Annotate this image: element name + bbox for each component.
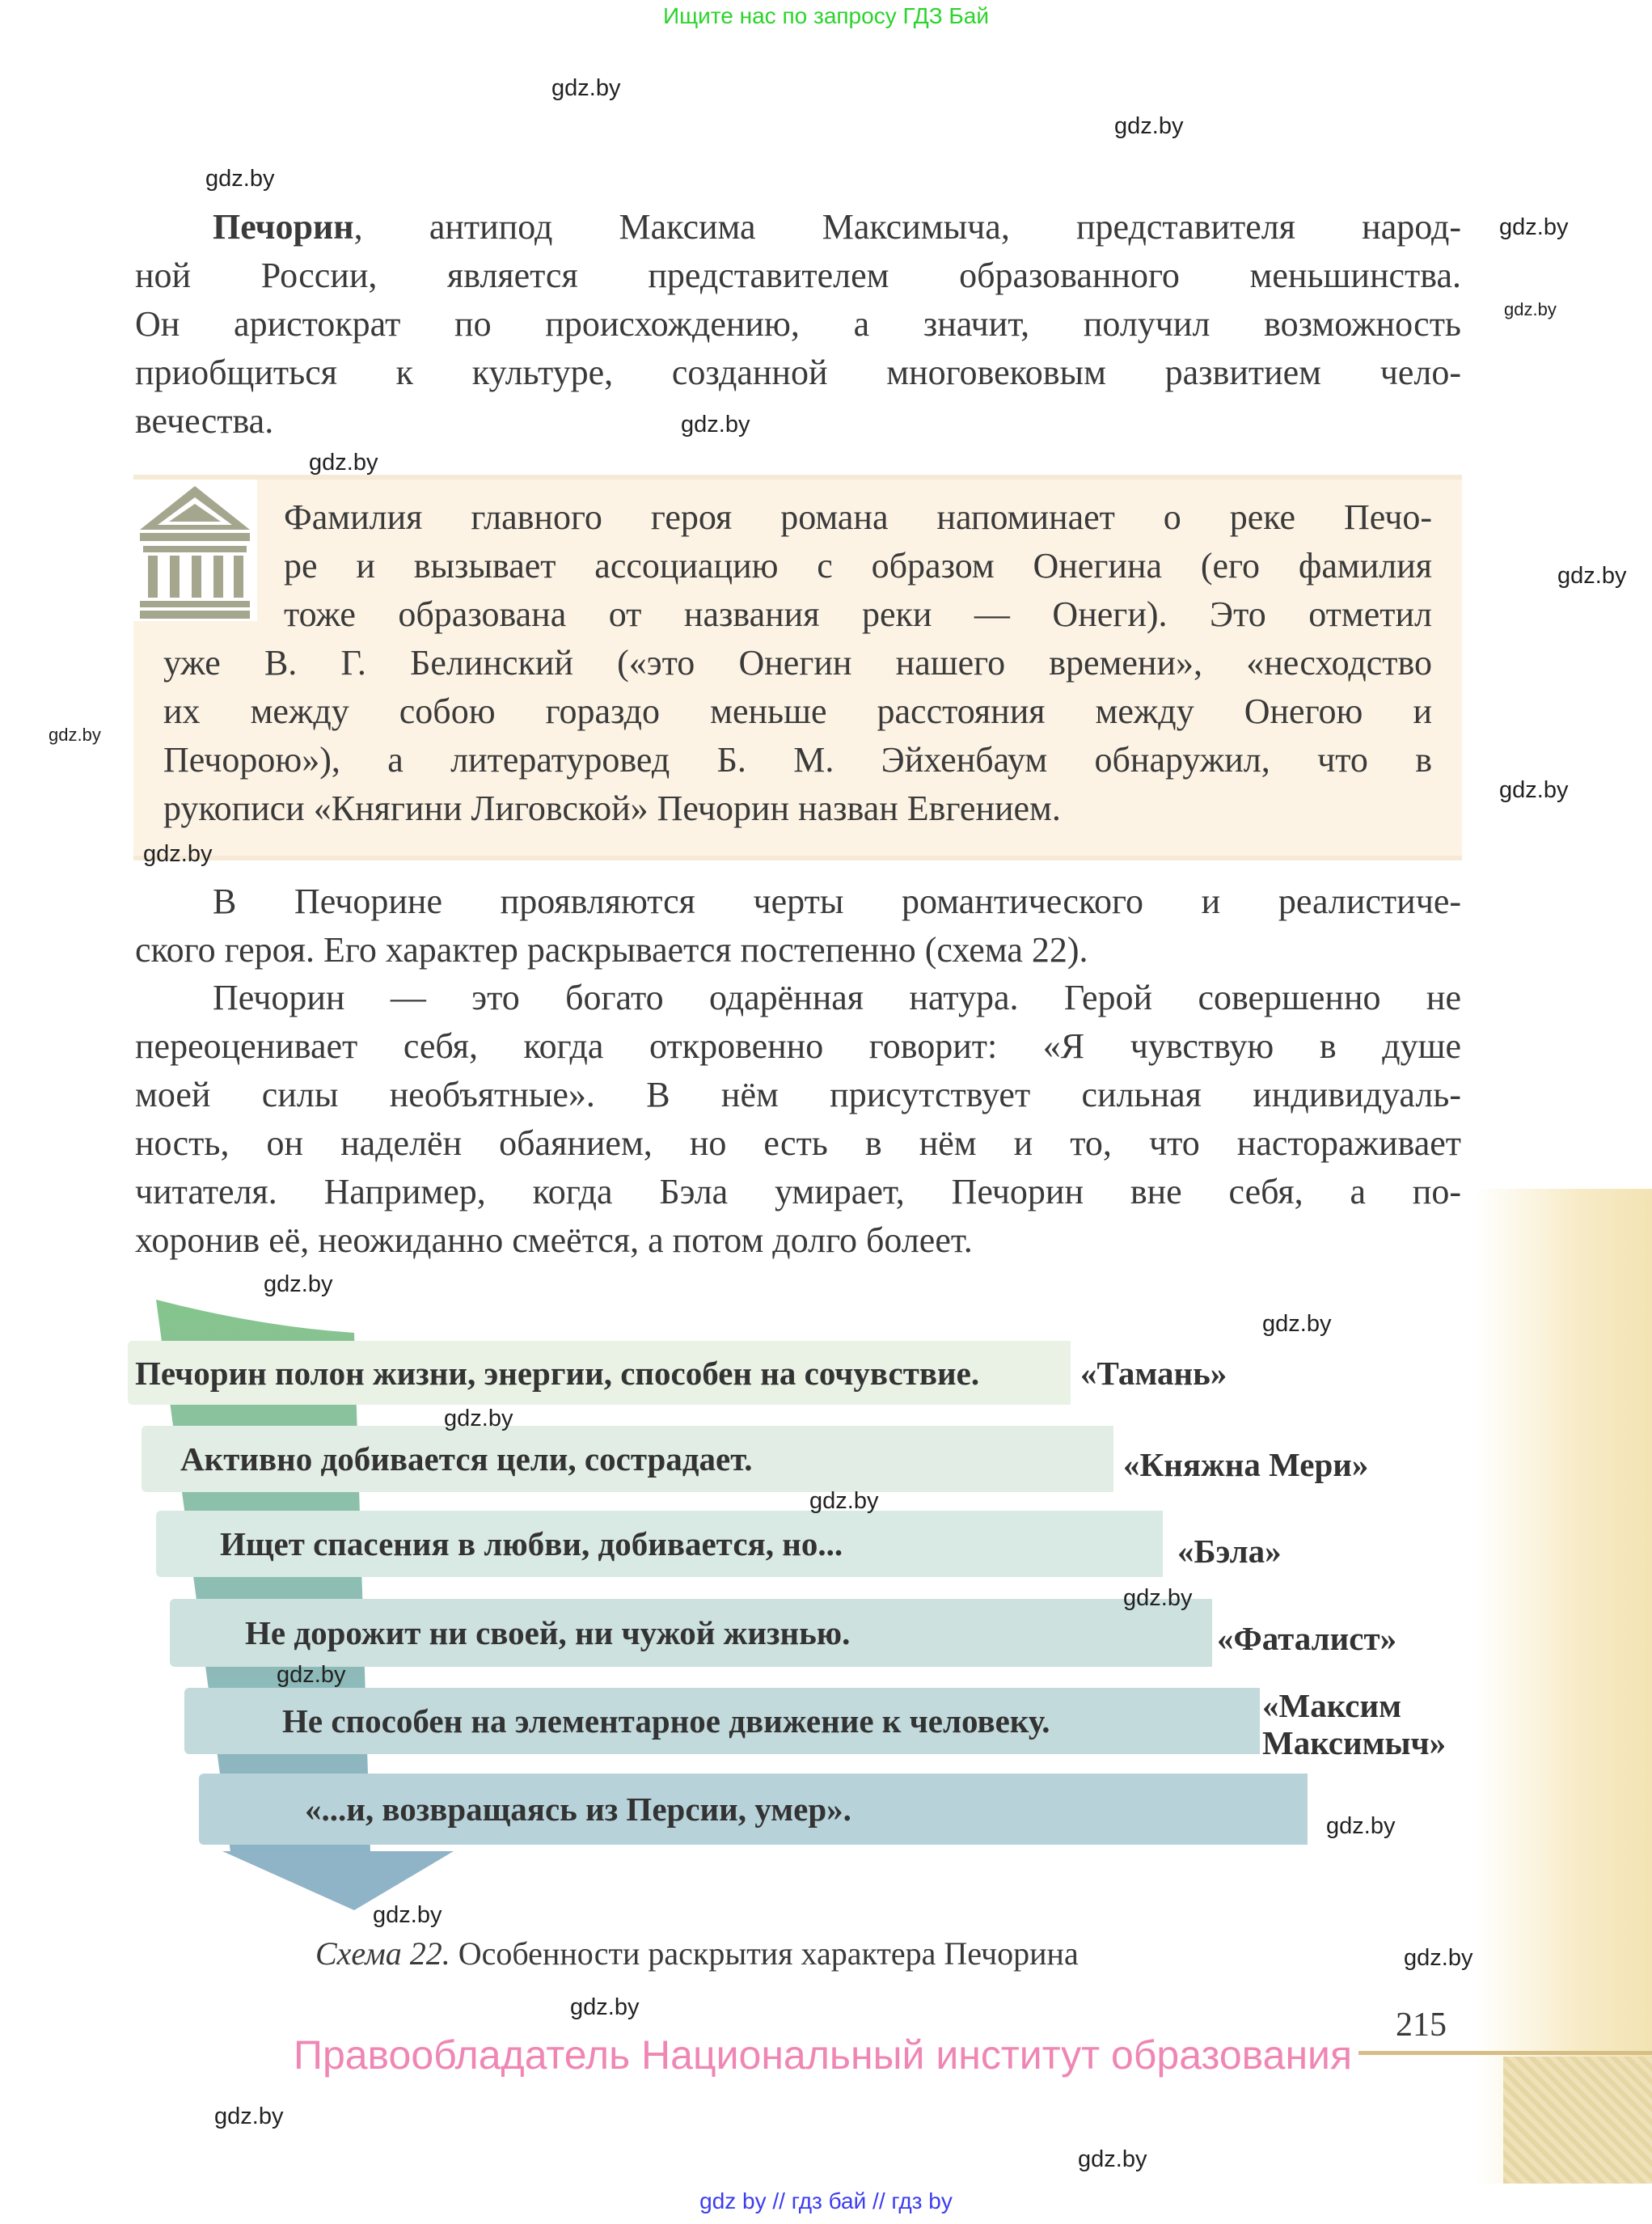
caption-number: Схема 22. <box>315 1935 450 1972</box>
scheme-label-bela: «Бэла» <box>1177 1533 1282 1570</box>
watermark: gdz.by <box>1404 1945 1473 1971</box>
scheme-label-fatalist: «Фаталист» <box>1217 1620 1397 1657</box>
watermark: gdz.by <box>1326 1813 1396 1839</box>
label-line: «Максим <box>1262 1687 1402 1724</box>
watermark: gdz.by <box>277 1662 346 1688</box>
paragraph-line: читателя. Например, когда Бэла умирает, Печорин вне себя, а по- <box>135 1172 1461 1211</box>
page-number: 215 <box>1396 2006 1447 2044</box>
paragraph-line: моей силы необъятные». В нём присутствует сильная индивидуаль- <box>135 1075 1461 1114</box>
scheme-label-taman: «Тамань» <box>1080 1355 1227 1392</box>
scheme-row-text: Не способен на элементарное движение к человеку. <box>282 1702 1050 1740</box>
footer-links[interactable]: gdz by // гдз бай // гдз by <box>699 2188 953 2213</box>
scheme-label-maksim-maksimych <box>1262 1687 1446 1761</box>
watermark: gdz.by <box>1499 214 1569 240</box>
watermark: gdz.by <box>1114 113 1184 139</box>
watermark: gdz.by <box>1499 777 1569 803</box>
info-line: Фамилия главного героя романа напоминает о реке Печо- <box>284 497 1432 537</box>
scheme-row-text: Ищет спасения в любви, добивается, но... <box>220 1525 843 1562</box>
watermark: gdz.by <box>1078 2146 1147 2172</box>
paragraph-line: приобщиться к культуре, созданной многовековым развитием чело- <box>135 353 1461 392</box>
watermark: gdz.by <box>214 2103 284 2129</box>
info-line: рукописи «Княгини Лиговской» Печорин назван Евгением. <box>163 789 1061 828</box>
scheme-caption <box>315 1934 1079 1972</box>
paragraph-line: В Печорине проявляются черты романтического и реалистиче- <box>213 882 1461 921</box>
info-line: уже В. Г. Белинский («это Онегин нашего времени», «несходство <box>163 643 1432 683</box>
info-line: их между собою гораздо меньше расстояния между Онегою и <box>163 691 1432 731</box>
watermark: gdz.by <box>205 166 275 192</box>
scheme-label-knyazhna-meri: «Княжна Мери» <box>1123 1446 1369 1483</box>
scheme-row-4 <box>170 1599 1212 1667</box>
watermark: gdz.by <box>49 725 101 745</box>
scheme-row-text: Не дорожит ни своей, ни чужой жизнью. <box>245 1614 851 1651</box>
scheme-row-6 <box>199 1774 1308 1845</box>
paragraph-line: Он аристократ по происхождению, а значит, получил возможность <box>135 304 1461 344</box>
watermark: gdz.by <box>309 450 378 476</box>
paragraph-line: вечества. <box>135 401 274 441</box>
label-line: Максимыч» <box>1262 1724 1447 1761</box>
paragraph-line: хоронив её, неожиданно смеётся, а потом долго болеет. <box>135 1220 973 1260</box>
info-line: ре и вызывает ассоциацию с образом Онегина (его фамилия <box>284 546 1432 586</box>
copyright-notice: Правообладатель Национальный институт образования <box>294 2032 1353 2078</box>
scheme-row-2 <box>142 1426 1113 1492</box>
scheme-row-text: Активно добивается цели, сострадает. <box>180 1440 753 1478</box>
scheme-row-text: Печорин полон жизни, энергии, способен на сочувствие. <box>135 1354 980 1392</box>
watermark: gdz.by <box>809 1488 879 1514</box>
watermark: gdz.by <box>570 1994 640 2020</box>
watermark: gdz.by <box>444 1406 513 1431</box>
paragraph-line: ность, он наделён обаянием, но есть в нём и то, что настораживает <box>135 1123 1461 1163</box>
top-banner[interactable]: Ищите нас по запросу ГДЗ Бай <box>662 3 990 28</box>
paragraph-line: Печорин — это богато одарённая натура. Герой совершенно не <box>213 978 1461 1017</box>
watermark: gdz.by <box>264 1271 333 1297</box>
watermark: gdz.by <box>1123 1585 1193 1611</box>
paragraph-line: ского героя. Его характер раскрывается постепенно (схема 22). <box>135 930 1088 970</box>
watermark: gdz.by <box>551 75 621 101</box>
bold-term: Печорин <box>213 207 354 247</box>
paragraph-line: ной России, является представителем образованного меньшинства. <box>135 256 1461 295</box>
watermark: gdz.by <box>1557 563 1627 589</box>
scheme-row-5 <box>184 1688 1260 1754</box>
watermark: gdz.by <box>373 1902 442 1928</box>
watermark: gdz.by <box>1504 299 1557 319</box>
caption-text: Особенности раскрытия характера Печорина <box>450 1935 1079 1972</box>
watermark: gdz.by <box>681 412 750 438</box>
info-line: тоже образована от названия реки — Онеги). Это отметил <box>284 594 1432 634</box>
scheme-row-text: «...и, возвращаясь из Персии, умер». <box>305 1791 851 1828</box>
scheme-row-1 <box>128 1341 1071 1405</box>
watermark: gdz.by <box>143 841 213 867</box>
info-line: Печорою»), а литературовед Б. М. Эйхенбаум обнаружил, что в <box>163 740 1432 780</box>
watermark: gdz.by <box>1262 1311 1332 1337</box>
scheme-row-3 <box>156 1511 1163 1577</box>
paragraph-line: переоценивает себя, когда откровенно говорит: «Я чувствую в душе <box>135 1026 1461 1066</box>
line-text: , антипод Максима Максимыча, представителя народ- <box>353 207 1461 247</box>
